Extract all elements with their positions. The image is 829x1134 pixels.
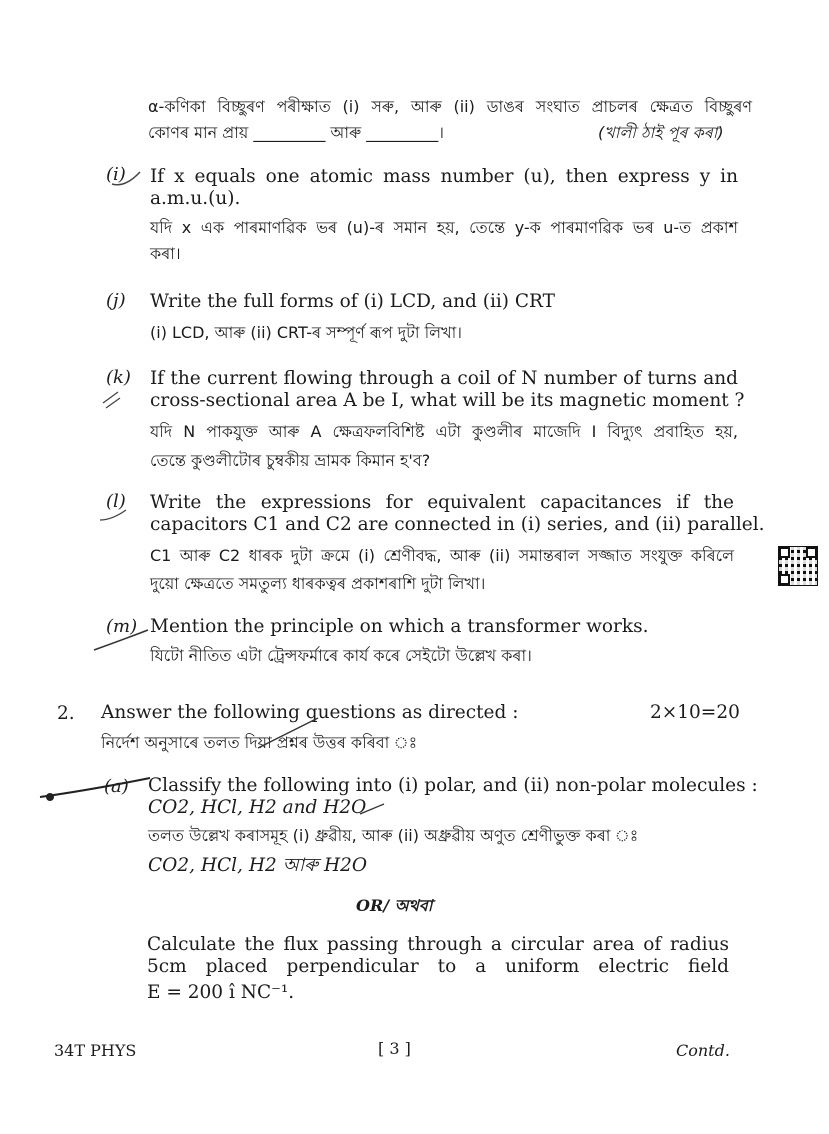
question-2a-formula-assamese: CO2, HCl, H2 আৰু H2O — [148, 855, 368, 876]
or-question-english-1: Calculate the flux passing through a circular area of radius — [147, 934, 729, 955]
question-m-assamese: যিটো নীতিত এটা ট্ৰেন্সফৰ্মাৰে কাৰ্য কৰে সেইটো উল্লেখ কৰা। — [150, 646, 532, 665]
footer-paper-code: 34T PHYS — [54, 1041, 137, 1060]
pen-tick-formula — [360, 804, 384, 814]
question-k-assamese-1: যদি N পাকযুক্ত আৰু A ক্ষেত্ৰফলবিশিষ্ট এটা কুণ্ডলীৰ মাজেদি I বিদ্যুৎ প্ৰবাহিত হয়, — [150, 422, 738, 441]
question-i-english-1: If x equals one atomic mass number (u), then express y in — [150, 166, 738, 187]
intro-assamese-line-2: কোণৰ মান প্ৰায় _________ আৰু _________। — [148, 123, 444, 142]
pen-tick-l — [100, 510, 126, 520]
pen-dot — [46, 793, 54, 801]
question-2a-formula: CO2, HCl, H2 and H2O — [148, 797, 367, 818]
footer-page-number: [ 3 ] — [378, 1039, 411, 1058]
pen-stroke-m — [94, 630, 148, 650]
question-2a-english: Classify the following into (i) polar, and (ii) non-polar molecules : — [148, 775, 758, 796]
question-j-english: Write the full forms of (i) LCD, and (ii) CRT — [150, 291, 555, 312]
or-question-english-3: E = 200 î NC⁻¹. — [147, 982, 295, 1003]
question-k-english-1: If the current flowing through a coil of N number of turns and — [150, 368, 738, 389]
question-2a-label: (a) — [104, 776, 129, 797]
question-i-assamese-2: কৰা। — [150, 244, 181, 263]
question-2-heading-assamese: নিৰ্দেশ অনুসাৰে তলত দিয়া প্ৰশ্নৰ উত্তৰ কৰিবা ঃ — [101, 733, 418, 752]
pen-scribble-k — [103, 392, 120, 408]
question-k-english-2: cross-sectional area A be I, what will be its magnetic moment ? — [150, 390, 745, 411]
question-j-assamese: (i) LCD, আৰু (ii) CRT-ৰ সম্পূৰ্ণ ৰূপ দুটা লিখা। — [150, 323, 462, 342]
question-k-assamese-2: তেন্তে কুণ্ডলীটোৰ চুম্বকীয় ভ্ৰামক কিমান হ'ব? — [150, 451, 431, 470]
question-label-i: (i) — [106, 164, 126, 185]
question-i-english-2: a.m.u.(u). — [150, 188, 241, 209]
question-2-number: 2. — [57, 703, 75, 724]
pen-tick-i — [112, 172, 140, 185]
question-l-assamese-1: C1 আৰু C2 ধাৰক দুটা ক্ৰমে (i) শ্ৰেণীবদ্ধ, আৰু (ii) সমান্তৰাল সজ্জাত সংযুক্ত কৰিলে — [150, 546, 734, 565]
or-separator: OR/ অথবা — [356, 896, 433, 915]
question-m-english: Mention the principle on which a transformer works. — [150, 616, 649, 637]
question-label-k: (k) — [106, 367, 131, 388]
question-l-english-1: Write the expressions for equivalent capacitances if the — [150, 492, 734, 513]
question-label-m: (m) — [106, 616, 138, 637]
fill-in-blank-instruction: (খালী ঠাই পূৰ কৰা) — [598, 123, 724, 142]
pen-strike-heading — [258, 718, 318, 748]
question-l-assamese-2: দুয়ো ক্ষেত্ৰতে সমতুল্য ধাৰকত্বৰ প্ৰকাশৰাশি দুটা লিখা। — [150, 574, 486, 593]
footer-continued: Contd. — [676, 1041, 730, 1060]
pen-stroke-a — [40, 778, 150, 797]
question-label-l: (l) — [106, 491, 126, 512]
question-2a-assamese: তলত উল্লেখ কৰাসমূহ (i) ধ্ৰুৱীয়, আৰু (ii) অধ্ৰুৱীয় অণুত শ্ৰেণীভুক্ত কৰা ঃ — [148, 826, 639, 845]
question-label-j: (j) — [106, 290, 126, 311]
question-i-assamese-1: যদি x এক পাৰমাণৱিক ভৰ (u)-ৰ সমান হয়, তেন্তে y-ক পাৰমাণৱিক ভৰ u-ত প্ৰকাশ — [150, 218, 738, 237]
question-l-english-2: capacitors C1 and C2 are connected in (i) series, and (ii) parallel. — [150, 514, 765, 535]
intro-assamese-line-1: α-কণিকা বিচ্ছুৰণ পৰীক্ষাত (i) সৰু, আৰু (ii) ডাঙৰ সংঘাত প্ৰাচলৰ ক্ষেত্ৰত বিচ্ছুৰণ — [148, 97, 752, 116]
question-2-heading: Answer the following questions as directed : — [101, 702, 519, 723]
question-2-marks: 2×10=20 — [650, 702, 740, 723]
or-question-english-2: 5cm placed perpendicular to a uniform electric field — [147, 956, 729, 977]
